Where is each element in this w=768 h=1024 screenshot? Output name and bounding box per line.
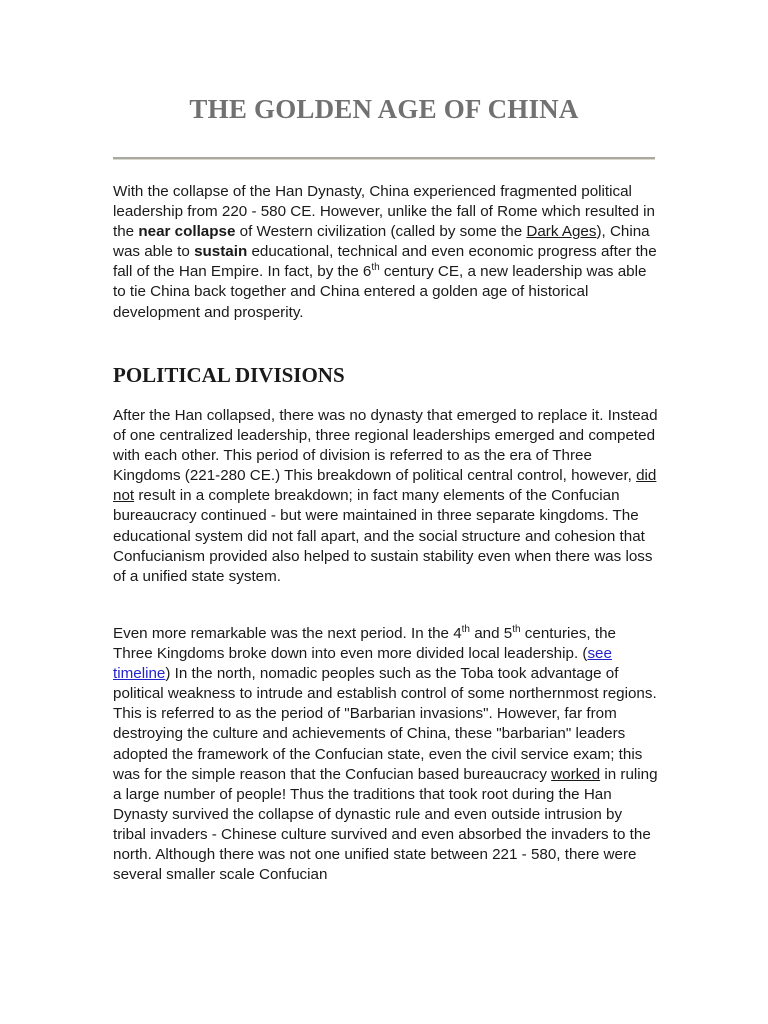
para3-text-2: and 5	[470, 625, 513, 642]
para3-text-3: centuries, the Three Kingdoms broke down into even more divided local leadership. (	[113, 625, 616, 663]
para2-text-2: result in a complete breakdown; in fact many elements of the Confucian bureaucracy continued - but were maintained in three separate kingdoms. The educational system did not fall apart, and the social structure and cohesion that Confucianism provided also helped to sustain stability even when there was loss of a unified state system.	[113, 487, 653, 585]
worked-underline: worked	[551, 765, 601, 783]
section-heading-political-divisions: POLITICAL DIVISIONS	[113, 363, 345, 387]
ordinal-superscript: th	[512, 624, 521, 635]
title-divider	[113, 157, 655, 160]
intro-paragraph	[113, 182, 658, 323]
barbarian-invasions-paragraph	[113, 624, 658, 885]
ordinal-superscript: th	[461, 624, 470, 635]
para3-text-4: ) In the north, nomadic peoples such as the Toba took advantage of political weakness to intrude and establish control of some northernmost regions. This is referred to as the period of "Barbarian invasions". However, far from destroying the culture and achievements of China, these "barbarian" leaders adopted the framework of the Confucian state, even the civil service exam; this was for the simple reason that the Confucian based bureaucracy	[113, 665, 657, 783]
intro-text-5: century CE, a new leadership was able to tie China back together and China entered a golden age of historical development and prosperity.	[113, 263, 647, 321]
page-title: THE GOLDEN AGE OF CHINA	[189, 94, 579, 124]
intro-text-4: educational, technical and even economic progress after the fall of the Han Empire. In fact, by the 6	[113, 243, 657, 281]
intro-text-1: With the collapse of the Han Dynasty, China experienced fragmented political leadership from 220 - 580 CE. However, unlike the fall of Rome which resulted in the	[113, 183, 655, 241]
para3-text-1: Even more remarkable was the next period. In the 4	[113, 625, 462, 642]
intro-text-3: ), China was able to	[113, 223, 650, 261]
see-timeline-link[interactable]: see timeline	[113, 645, 612, 683]
three-kingdoms-paragraph	[113, 406, 658, 587]
near-collapse-emphasis: near collapse	[138, 223, 236, 241]
para2-text-1: After the Han collapsed, there was no dynasty that emerged to replace it. Instead of one centralized leadership, three regional leaderships emerged and competed with each other. This period of division is referred to as the era of Three Kingdoms (221-280 CE.) This breakdown of political central control, however,	[113, 407, 658, 485]
ordinal-superscript: th	[371, 262, 380, 274]
sustain-emphasis: sustain	[194, 243, 248, 261]
intro-text-2: of Western civilization (called by some the	[235, 223, 527, 241]
para3-text-5: in ruling a large number of people! Thus the traditions that took root during the Han Dynasty survived the collapse of dynastic rule and even outside intrusion by tribal invaders - Chinese culture survived and even absorbed the invaders to the north. Although there was not one unified state between 221 - 580, there were several smaller scale Confucian	[113, 765, 658, 884]
dark-ages-underline: Dark Ages	[526, 223, 597, 241]
did-not-underline: did not	[113, 467, 657, 505]
